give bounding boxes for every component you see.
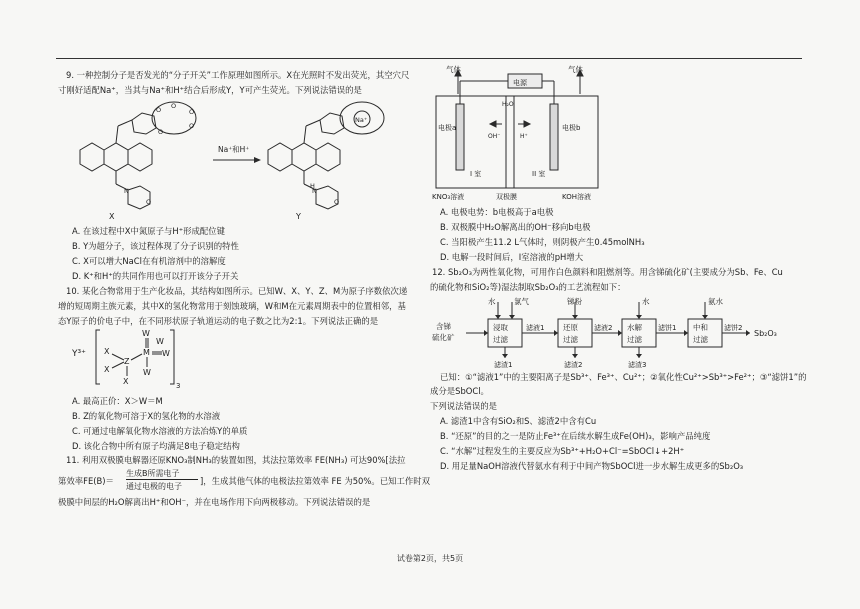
- page-footer: 试卷第2页，共5页: [396, 554, 464, 563]
- box-reduce-filter: 过滤: [563, 335, 578, 344]
- label-x: X: [109, 212, 115, 221]
- filtrate-2: 滤液2: [594, 324, 613, 332]
- input-chlorine: 氯气: [514, 297, 529, 306]
- residue-1: 滤渣1: [494, 361, 513, 369]
- input-antimony-powder: 锑粉: [567, 297, 582, 306]
- q10-option-c: C. 可通过电解氧化物水溶液的方法冶炼Y的单质: [72, 426, 248, 436]
- left-solution-label: KNO₃溶液: [432, 193, 465, 201]
- q11-fe-prefix: 第效率FE(B)＝: [58, 476, 114, 486]
- arrow-condition: Na⁺和H⁺: [218, 145, 250, 154]
- q9-option-a: A. 在该过程中X中氮原子与H⁺形成配位键: [72, 226, 225, 236]
- residue-3: 滤渣3: [628, 361, 647, 369]
- q12-note-line2: 成分是SbOCl。: [430, 386, 489, 396]
- q10-option-b: B. Z的氧化物可溶于X的氢化物的水溶液: [72, 411, 221, 421]
- raw-material-line2: 硫化矿: [432, 333, 455, 342]
- svg-text:O: O: [158, 128, 164, 136]
- box-hydrolysis: 水解: [627, 323, 642, 332]
- fraction-bar: [126, 479, 198, 480]
- filtrate-1: 滤液1: [526, 324, 545, 332]
- atom-w-2: W: [162, 349, 170, 358]
- svg-text:O: O: [146, 198, 152, 206]
- atom-m: M: [143, 348, 150, 357]
- q10-option-a: A. 最高正价：X＞W＝M: [72, 396, 163, 406]
- q12-stem-line1: 12. Sb₂O₃为两性氧化物，可用作白色颜料和阻燃剂等。用含锑硫化矿(主要成分为Sb、Fe、Cu: [432, 267, 783, 277]
- q9-stem-line2: 寸刚好适配Na⁺，当其与Na⁺和H⁺结合后形成Y，Y可产生荧光。下列说法错误的是: [58, 85, 362, 95]
- q9-option-d: D. K⁺和H⁺的共同作用也可以打开该分子开关: [72, 271, 239, 281]
- svg-text:O: O: [334, 198, 340, 206]
- atom-w-4: W: [156, 337, 164, 346]
- svg-text:O: O: [189, 122, 195, 130]
- label-y: Y: [296, 212, 301, 221]
- atom-w-1: W: [142, 329, 150, 338]
- q12-option-b: B. “还原”的目的之一是防止Fe³⁺在后续水解生成Fe(OH)₃，影响产品纯度: [440, 431, 711, 441]
- q10-stem-line3: 态Y原子的价电子中，在不同形状原子轨道运动的电子数之比为2:1。下列说法正确的是: [58, 316, 379, 326]
- q11-stem-line2: ]，生成其他气体的电极法拉第效率 FE 为50%。已知工作时双: [200, 476, 430, 486]
- filter-cake-1: 滤饼1: [658, 324, 677, 332]
- svg-text:H: H: [310, 182, 315, 190]
- q10-stem-line2: 增的短周期主族元素，其中X的氢化物常用于刻蚀玻璃，W和M在元素周期表中的位置相邻，基: [58, 301, 406, 311]
- q11-fe-numerator: 生成B所需电子: [126, 469, 180, 478]
- cation-label: Y³⁺: [72, 349, 86, 359]
- box-reduce: 还原: [563, 323, 578, 332]
- room-1-label: I 室: [470, 170, 482, 178]
- q12-option-d: D. 用足量NaOH溶液代替氨水有利于中间产物SbOCl进一步水解生成更多的Sb₂O₃: [440, 461, 744, 471]
- atom-x-3: X: [123, 377, 129, 386]
- q11-option-a: A. 电极电势：b电极高于a电极: [440, 207, 554, 217]
- q12-option-c: C. “水解”过程发生的主要反应为Sb³⁺+H₂O+Cl⁻=SbOCl↓+2H⁺: [440, 446, 685, 456]
- bracket-subscript: 3: [176, 382, 181, 390]
- q11-stem-line3: 极膜中间层的H₂O解离出H⁺和OH⁻，并在电场作用下向两极移动。下列说法错误的是: [58, 497, 371, 507]
- electrode-b-label: 电极b: [562, 124, 581, 132]
- box-neutralize-filter: 过滤: [693, 335, 708, 344]
- membrane-h-label: H⁺: [520, 133, 528, 140]
- input-water-2: 水: [642, 297, 650, 306]
- q10-structure-diagram: [72, 322, 212, 392]
- q12-note-line1: 已知：①“滤液1”中的主要阳离子是Sb³⁺、Fe³⁺、Cu²⁺；②氧化性Cu²⁺>Sb³⁺>Fe²⁺；③“滤饼1”的: [440, 372, 807, 382]
- membrane-water-label: H₂O: [502, 101, 514, 108]
- power-supply-label: 电源: [513, 79, 527, 87]
- svg-text:O: O: [189, 108, 195, 116]
- q11-option-b: B. 双极膜中H₂O解离出的OH⁻移向b电极: [440, 222, 591, 232]
- box-neutralize: 中和: [693, 323, 708, 332]
- q12-question: 下列说法错误的是: [430, 401, 497, 411]
- box-leach: 浸取: [493, 323, 508, 332]
- filter-cake-2: 滤饼2: [724, 324, 743, 332]
- room-2-label: II 室: [532, 170, 546, 178]
- q12-stem-line2: 的硫化物和SiO₂等)湿法制取Sb₂O₃的工艺流程如下：: [430, 282, 626, 292]
- q9-option-b: B. Y为超分子，该过程体现了分子识别的特性: [72, 241, 239, 251]
- q12-option-a: A. 滤渣1中含有SiO₂和S、滤渣2中含有Cu: [440, 416, 597, 426]
- residue-2: 滤渣2: [564, 361, 583, 369]
- na-ion-label: Na⁺: [355, 116, 368, 124]
- gas-right-label: 气体: [568, 65, 583, 74]
- atom-w-3: W: [143, 368, 151, 377]
- atom-x-1: X: [104, 347, 110, 356]
- electrode-a-label: 电极a: [438, 124, 457, 132]
- svg-text:O: O: [171, 102, 177, 110]
- q11-stem-line1: 11. 利用双极膜电解器还原KNO₃制NH₃的装置如图，其法拉第效率 FE(NH₃) 可达90%[法拉: [66, 455, 406, 465]
- q12-process-flow: [432, 296, 802, 371]
- q10-stem-line1: 10. 某化合物常用于生产化妆品，其结构如图所示。已知W、X、Y、Z、M为原子序数依次递: [66, 286, 408, 296]
- box-leach-filter: 过滤: [493, 335, 508, 344]
- membrane-label: 双极膜: [496, 193, 517, 201]
- q11-option-d: D. 电解一段时间后，I室溶液的pH增大: [440, 252, 584, 262]
- box-hydrolysis-filter: 过滤: [627, 335, 642, 344]
- membrane-oh-label: OH⁻: [488, 133, 501, 140]
- q9-option-c: C. X可以增大NaCl在有机溶剂中的溶解度: [72, 256, 226, 266]
- gas-left-label: 气体: [446, 65, 461, 74]
- atom-z: Z: [124, 357, 130, 366]
- q9-reaction-diagram: [58, 98, 388, 228]
- input-ammonia: 氨水: [708, 297, 723, 306]
- q11-electrolysis-diagram: [430, 66, 610, 206]
- q11-option-c: C. 当阳极产生11.2 L气体时，则阴极产生0.45molNH₃: [440, 237, 645, 247]
- right-solution-label: KOH溶液: [562, 193, 591, 201]
- svg-text:O: O: [156, 106, 162, 114]
- raw-material-line1: 含锑: [436, 322, 451, 331]
- svg-text:N: N: [312, 187, 317, 195]
- input-water-1: 水: [488, 297, 496, 306]
- product-label: Sb₂O₃: [754, 329, 777, 338]
- header-rule: [56, 58, 802, 59]
- q10-option-d: D. 该化合物中所有原子均满足8电子稳定结构: [72, 441, 240, 451]
- svg-text:N: N: [124, 187, 129, 195]
- q11-fe-denominator: 通过电极的电子: [126, 482, 182, 491]
- q9-stem-line1: 9. 一种控制分子是否发光的“分子开关”工作原理如图所示。X在光照时不发出荧光，其空穴尺: [66, 70, 410, 80]
- atom-x-2: X: [104, 365, 110, 374]
